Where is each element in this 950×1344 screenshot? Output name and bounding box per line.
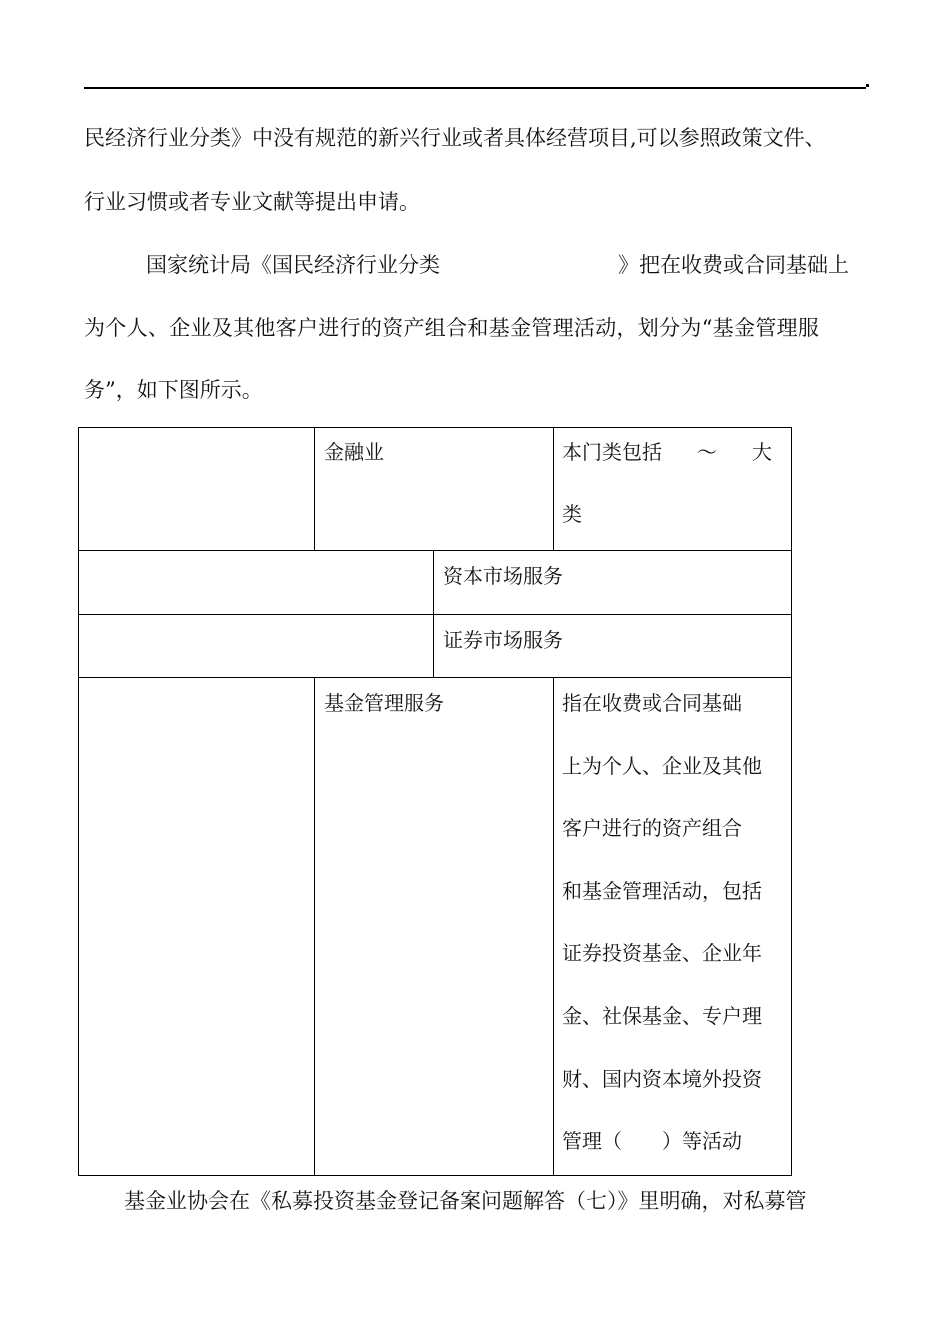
p2-line2-text: 为个人、企业及其他客户进行的资产组合和基金管理活动，划分为“基金管理服 (84, 316, 820, 340)
row-1-name: 金融业 (324, 440, 384, 464)
row-4-name: 基金管理服务 (324, 691, 444, 715)
row-3-name: 证券市场服务 (443, 628, 563, 652)
paragraph-2-line-3 (84, 375, 263, 405)
row-4-desc-line: 财、国内资本境外投资 (562, 1066, 762, 1091)
row-2-name: 资本市场服务 (443, 564, 563, 588)
row-1-desc-line-2: 类 (562, 502, 582, 526)
row-4-desc-line: 管理（ ）等活动 (562, 1129, 742, 1154)
paragraph-2-line-1b (618, 250, 849, 280)
row-1-desc-c: 大 (752, 440, 772, 464)
industry-classification-table (78, 427, 792, 1176)
paragraph-1-line-1 (84, 123, 866, 153)
header-rule (84, 87, 866, 89)
row-4-desc-line: 客户进行的资产组合 (562, 816, 742, 841)
paragraph-2-line-2 (84, 313, 819, 343)
row-4-desc-line: 指在收费或合同基础 (562, 691, 742, 715)
header-rule-mark (866, 84, 869, 87)
row-1-desc-line-1 (562, 421, 772, 483)
paragraph-2-line-1a (146, 250, 440, 280)
p1-line2-text: 行业习惯或者专业文献等提出申请。 (84, 190, 420, 214)
p1-line1-text: 民经济行业分类》中没有规范的新兴行业或者具体经营项目,可以参照政策文件、 (84, 126, 826, 150)
paragraph-1-line-2 (84, 187, 420, 217)
row-1-desc-a: 本门类包括 (562, 440, 662, 464)
p2-line3-text: 务”，如下图所示。 (84, 378, 263, 402)
row-4-desc-line: 和基金管理活动，包括 (562, 878, 762, 903)
row-1-desc-b: ～ (697, 440, 717, 464)
p3-line1-text: 基金业协会在《私募投资基金登记备案问题解答（七）》里明确，对私募管 (124, 1189, 807, 1213)
row-4-desc-line: 证券投资基金、企业年 (562, 941, 762, 966)
p2-line1a-text: 国家统计局《国民经济行业分类 (146, 253, 440, 277)
paragraph-3-line-1 (124, 1186, 807, 1216)
p2-line1b-text: 》把在收费或合同基础上 (618, 253, 849, 277)
row-4-desc-line: 上为个人、企业及其他 (562, 753, 762, 778)
row-4-desc-line: 金、社保基金、专户理 (562, 1003, 762, 1028)
row-4-description (562, 672, 784, 1173)
